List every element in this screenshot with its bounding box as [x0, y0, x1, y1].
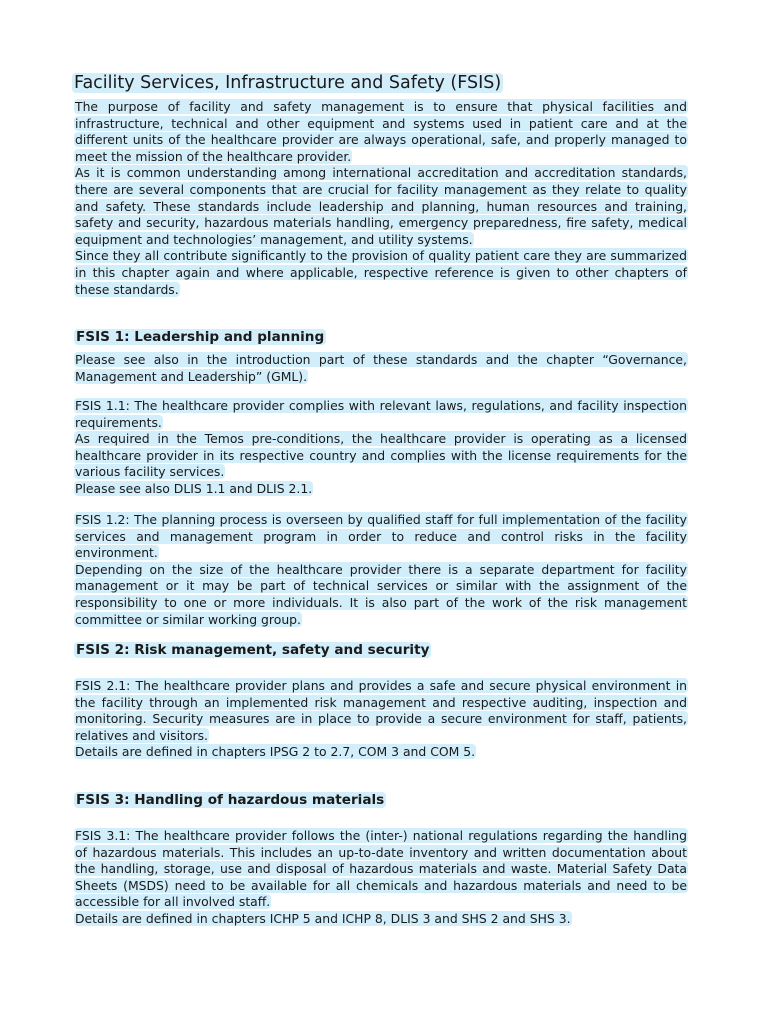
fsis-2-1-standard: FSIS 2.1: The healthcare provider plans and provides a safe and secure physical environment in the facility through an implemented risk management and respective auditing, inspection and monitoring. Security measures are in place to provide a secure environment for staff, patients, relatives and visitors.	[75, 678, 687, 743]
fsis-1-paragraph: Please see also in the introduction part of these standards and the chapter “Governance, Management and Leadership” (GML).	[75, 352, 687, 384]
intro-block	[74, 99, 688, 298]
fsis-3-1-reference: Details are defined in chapters ICHP 5 and ICHP 8, DLIS 3 and SHS 2 and SHS 3.	[75, 910, 571, 926]
section-heading-fsis-3: FSIS 3: Handling of hazardous materials	[76, 792, 385, 808]
fsis-1-2-standard: FSIS 1.2: The planning process is overseen by qualified staff for full implementation of the facility services and management program in order to reduce and control risks in the facility environment.	[75, 512, 687, 561]
intro-paragraph-1: The purpose of facility and safety management is to ensure that physical facilities and infrastructure, technical and other equipment and systems used in patient care and at the different units of the healthcare provider are always operational, safe, and properly managed to meet the mission of the healthcare provider.	[75, 99, 687, 164]
fsis-1-1-explanation: As required in the Temos pre-conditions, the healthcare provider is operating as a licensed healthcare provider in its respective country and complies with the license requirements for the various facility services.	[75, 431, 687, 480]
fsis-1-2-block	[74, 512, 688, 628]
section-heading-fsis-2: FSIS 2: Risk management, safety and security	[76, 642, 430, 658]
page-title: Facility Services, Infrastructure and Safety (FSIS)	[74, 73, 502, 93]
intro-paragraph-3: Since they all contribute significantly to the provision of quality patient care they are summarized in this chapter again and where applicable, respective reference is given to other chapters of these standards.	[75, 248, 687, 297]
fsis-1-1-standard: FSIS 1.1: The healthcare provider complies with relevant laws, regulations, and facility inspection requirements.	[75, 398, 687, 430]
fsis-1-intro-block	[74, 352, 688, 385]
fsis-3-1-block	[74, 828, 688, 928]
intro-paragraph-2: As it is common understanding among international accreditation and accreditation standards, there are several components that are crucial for facility management as they relate to quality and safety. These standards include leadership and planning, human resources and training, safety and security, hazardous materials handling, emergency preparedness, fire safety, medical equipment and technologies’ management, and utility systems.	[75, 165, 687, 247]
fsis-2-1-reference: Details are defined in chapters IPSG 2 to 2.7, COM 3 and COM 5.	[75, 744, 476, 760]
fsis-3-1-standard: FSIS 3.1: The healthcare provider follows the (inter-) national regulations regarding the handling of hazardous materials. This includes an up-to-date inventory and written documentation about the handling, storage, use and disposal of hazardous materials and waste. Material Safety Data Sheets (MSDS) need to be available for all chemicals and hazardous materials and need to be accessible for all involved staff.	[75, 828, 687, 910]
fsis-1-1-reference: Please see also DLIS 1.1 and DLIS 2.1.	[75, 480, 313, 496]
fsis-1-2-explanation: Depending on the size of the healthcare provider there is a separate department for facility management or it may be part of technical services or similar with the assignment of the responsibility to one or more individuals. It is also part of the work of the risk management committee or similar working group.	[75, 561, 687, 627]
fsis-1-1-block	[74, 398, 688, 498]
fsis-2-1-block	[74, 678, 688, 761]
section-heading-fsis-1: FSIS 1: Leadership and planning	[76, 329, 325, 345]
